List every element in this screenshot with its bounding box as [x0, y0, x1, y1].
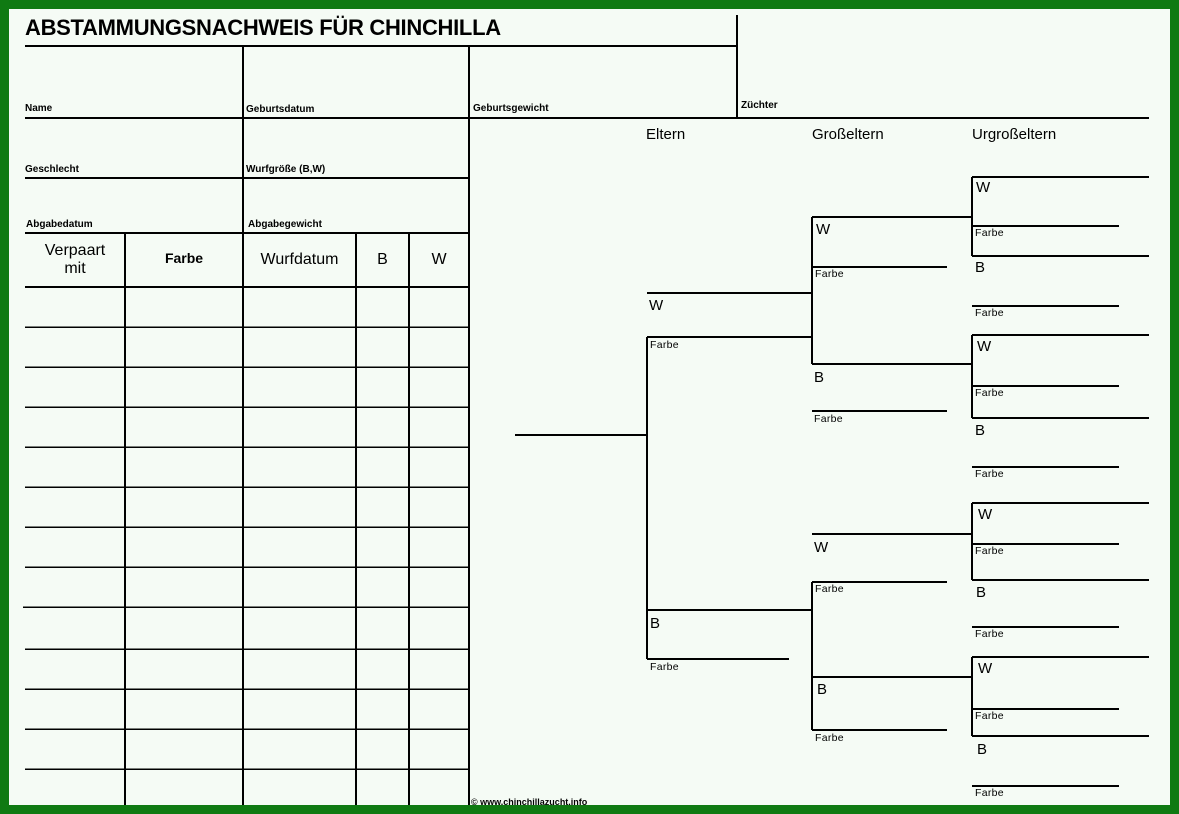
verpaart-header-line1: Verpaart	[44, 242, 106, 259]
name-label: Name	[25, 103, 53, 114]
ggp-7-farbe-label: Farbe	[975, 710, 1004, 722]
geburtsdatum-label: Geburtsdatum	[246, 104, 315, 115]
wurfdatum-header: Wurfdatum	[260, 251, 339, 268]
farbe-header: Farbe	[164, 250, 204, 266]
ggp-5-farbe-label: Farbe	[975, 545, 1004, 557]
b-header: B	[377, 251, 388, 268]
grandparent-4-farbe-label: Farbe	[815, 732, 844, 744]
ggp-1-farbe-label: Farbe	[975, 227, 1004, 239]
grandparent-1-w-label: W	[816, 221, 831, 238]
grandparent-3-farbe-label: Farbe	[815, 583, 844, 595]
ggp-2-b-label: B	[975, 259, 986, 276]
ggp-3-w-label: W	[977, 338, 992, 355]
grandparent-1-farbe-label: Farbe	[815, 268, 844, 280]
ggp-4-b-label: B	[975, 422, 986, 439]
ggp-5-w-label: W	[978, 506, 993, 523]
ggp-6-b-label: B	[976, 584, 987, 601]
ggp-7-w-label: W	[978, 660, 993, 677]
grosseltern-header: Großeltern	[812, 126, 884, 143]
geburtsgewicht-label: Geburtsgewicht	[473, 103, 549, 114]
abgabegewicht-label: Abgabegewicht	[248, 219, 322, 230]
grandparent-2-farbe-label: Farbe	[814, 413, 843, 425]
grandparent-4-b-label: B	[817, 681, 828, 698]
ggp-2-farbe-label: Farbe	[975, 307, 1004, 319]
copyright-text: © www.chinchillazucht.info	[471, 797, 588, 807]
w-header: W	[431, 251, 447, 268]
zuechter-label: Züchter	[741, 100, 778, 111]
eltern-header: Eltern	[646, 126, 686, 143]
verpaart-header-line2: mit	[64, 260, 86, 277]
urgrosseltern-header: Urgroßeltern	[972, 126, 1057, 143]
ggp-3-farbe-label: Farbe	[975, 387, 1004, 399]
parent-w-label: W	[649, 297, 664, 314]
ggp-6-farbe-label: Farbe	[975, 628, 1004, 640]
wurfgroesse-label: Wurfgröße (B,W)	[246, 164, 326, 175]
ggp-8-b-label: B	[977, 741, 988, 758]
parent-b-farbe-label: Farbe	[650, 661, 679, 673]
geschlecht-label: Geschlecht	[25, 164, 79, 175]
grandparent-3-w-label: W	[814, 539, 829, 556]
form-title: ABSTAMMUNGSNACHWEIS FÜR CHINCHILLA	[25, 15, 501, 40]
parent-b-label: B	[650, 615, 661, 632]
ggp-1-w-label: W	[976, 179, 991, 196]
grandparent-2-b-label: B	[814, 369, 825, 386]
abgabedatum-label: Abgabedatum	[26, 219, 93, 230]
ggp-8-farbe-label: Farbe	[975, 787, 1004, 799]
ggp-4-farbe-label: Farbe	[975, 468, 1004, 480]
parent-w-farbe-label: Farbe	[650, 339, 679, 351]
